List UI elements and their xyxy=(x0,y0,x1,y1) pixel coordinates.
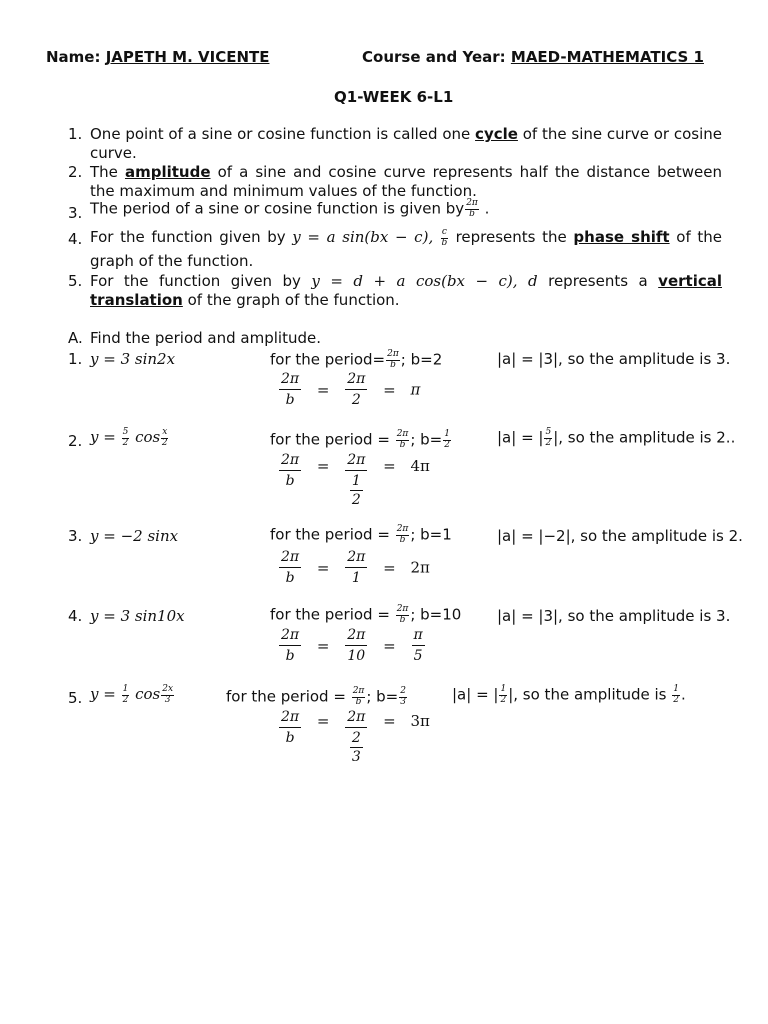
definition-number: 5. xyxy=(68,272,83,290)
course-value: MAED-MATHEMATICS 1 xyxy=(510,48,704,66)
period-line: for the period= $\frac{2\pi}{b}$ ; b=2 xyxy=(270,349,443,370)
period-line: for the period = $\frac{2\pi}{b}$ ; b= $\frac{1}{2}$ xyxy=(270,429,450,450)
amplitude-line: |a| = |−2|, so the amplitude is 2. xyxy=(497,527,743,545)
equation: y = −2 sinx xyxy=(90,527,179,545)
period-work: $\frac{2\pi}{b}$ = $\frac{2\pi}{10}$ = $\frac{\pi}{5}$ xyxy=(281,627,423,664)
definition-number: 4. xyxy=(68,230,83,248)
term-amplitude: amplitude xyxy=(124,163,211,181)
period-line: for the period = $\frac{2\pi}{b}$ ; b= $\frac{2}{3}$ xyxy=(226,686,406,707)
equation: y = $\frac{1}{2}$ cos $\frac{2x}{3}$ xyxy=(90,684,174,705)
section-label: A. xyxy=(68,329,83,347)
amplitude-line: |a| = |3|, so the amplitude is 3. xyxy=(497,350,731,368)
term-cycle: cycle xyxy=(475,125,518,143)
equation: y = $\frac{5}{2}$ cos $\frac{x}{2}$ xyxy=(90,427,168,448)
term-vertical-translation: vertical translation xyxy=(90,272,722,309)
term-phase-shift: phase shift xyxy=(573,228,670,246)
amplitude-line: |a| = |3|, so the amplitude is 3. xyxy=(497,607,731,625)
period-line: for the period = $\frac{2\pi}{b}$ ; b=1 xyxy=(270,524,452,545)
name-value: JAPETH M. VICENTE xyxy=(105,48,270,66)
equation: y = 3 sin10x xyxy=(90,607,185,625)
definition-number: 2. xyxy=(68,163,83,181)
fraction: $\frac{2\pi}{b}$ xyxy=(466,198,478,219)
period-line: for the period = $\frac{2\pi}{b}$ ; b=10 xyxy=(270,604,462,625)
formula: y = d + a cos(bx − c), d xyxy=(311,272,538,290)
course-label: Course and Year: xyxy=(362,48,506,66)
amplitude-line: |a| = | $\frac{5}{2}$ |, so the amplitude is 2.. xyxy=(497,427,736,448)
period-work: $\frac{2\pi}{b}$ = $\frac{2\pi}{1}$ = 2π xyxy=(281,549,430,586)
definition-number: 3. xyxy=(68,204,83,222)
name-line xyxy=(46,48,269,66)
period-work: $\frac{2\pi}{b}$ = 2π 1 2 = 4π xyxy=(281,452,430,508)
name-label: Name: xyxy=(46,48,101,66)
definition-item: The period of a sine or cosine function is given by $\frac{2\pi}{b}$ . xyxy=(90,198,490,219)
definition-item: The amplitude of a sine and cosine curve represents half the distance between the maximum and minimum values of the function. xyxy=(90,163,723,200)
equation: y = 3 sin2x xyxy=(90,350,176,368)
definition-item: For the function given by y = d + a cos(bx − c), d represents a vertical translation of the graph of the function. xyxy=(90,272,722,309)
course-line xyxy=(362,48,704,66)
definition-number: 1. xyxy=(68,125,83,143)
section-instruction: Find the period and amplitude. xyxy=(90,329,321,347)
period-work: $\frac{2\pi}{b}$ = 2π 2 3 = 3π xyxy=(281,709,430,765)
period-work: $\frac{2\pi}{b}$ = $\frac{2\pi}{2}$ = π xyxy=(281,371,421,408)
definition-item: For the function given by y = a sin(bx − c), $\frac{c}{b}$ represents the phase shift of the graph of the function. xyxy=(90,226,722,270)
fraction: $\frac{c}{b}$ xyxy=(441,226,448,248)
page-title: Q1-WEEK 6-L1 xyxy=(334,88,454,106)
definition-item: One point of a sine or cosine function is called one cycle of the sine curve or cosine curve. xyxy=(90,125,722,162)
formula: y = a sin(bx − c), xyxy=(292,228,434,246)
amplitude-line: |a| = | $\frac{1}{2}$ |, so the amplitude is $\frac{1}{2}$ . xyxy=(452,684,686,705)
